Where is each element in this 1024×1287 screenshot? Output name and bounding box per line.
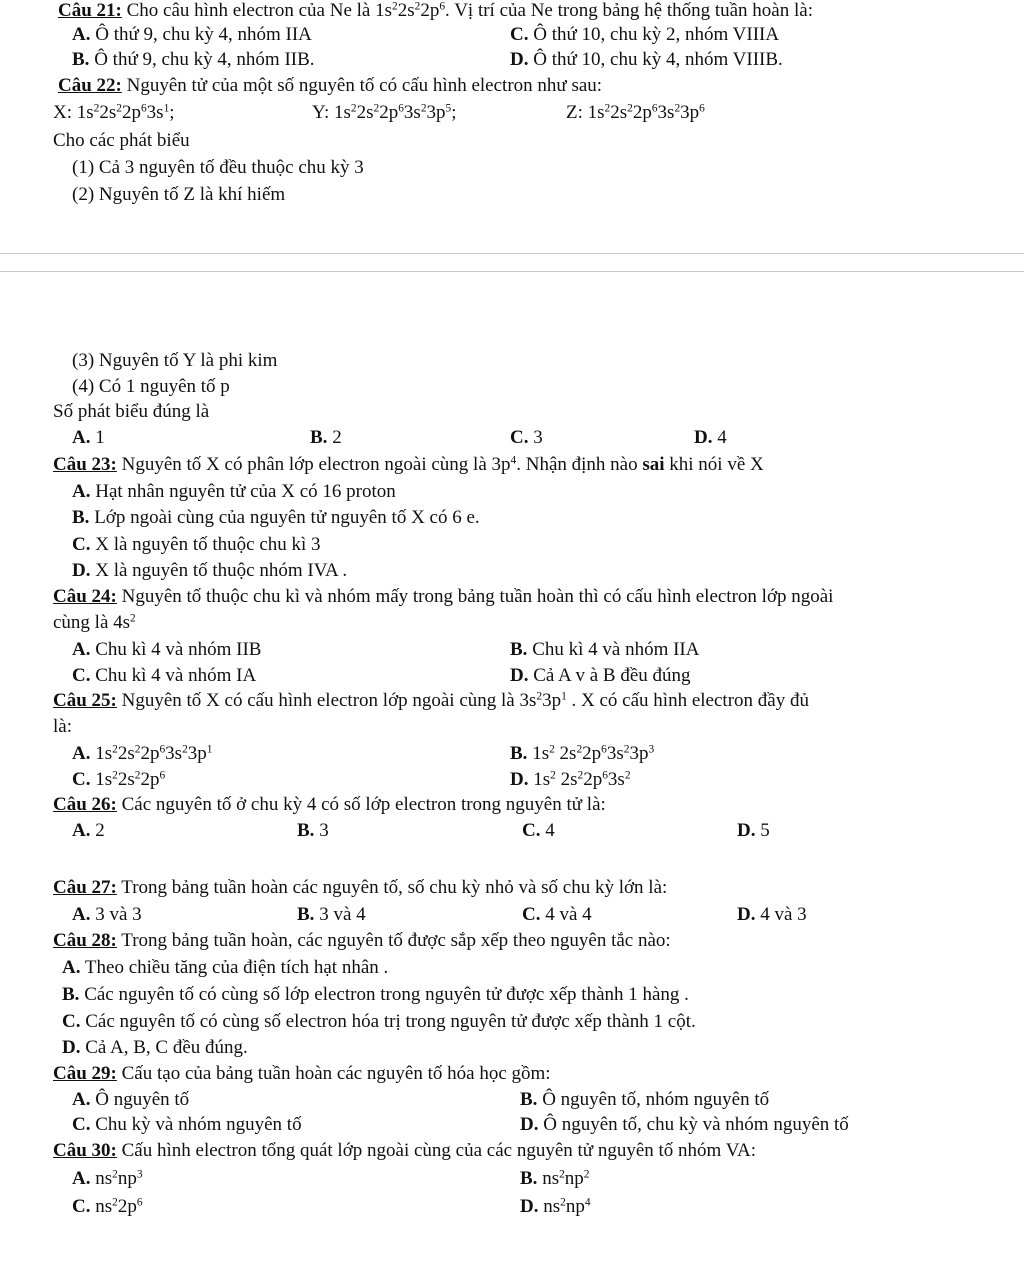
q28-option-d: D. Cả A, B, C đều đúng. xyxy=(62,1037,248,1058)
q21-option-b: B. Ô thứ 9, chu kỳ 4, nhóm IIB. xyxy=(72,49,315,70)
q22-option-c: C. 3 xyxy=(510,427,543,448)
q25-label: Câu 25: xyxy=(53,690,117,711)
q21-label: Câu 21: xyxy=(58,0,122,21)
q24-option-a: A. Chu kì 4 và nhóm IIB xyxy=(72,639,262,660)
q26-option-d: D. 5 xyxy=(737,820,770,841)
page-break-top-line xyxy=(0,253,1024,254)
q27-label: Câu 27: xyxy=(53,877,117,898)
q26-option-c: C. 4 xyxy=(522,820,555,841)
q22-config-x: X: $1s^22s^22p^63s^1$; xyxy=(53,102,175,123)
q23-option-b: B. Lớp ngoài cùng của nguyên tử nguyên tố X có 6 e. xyxy=(72,507,480,528)
q30-option-d: D. $ns^2np^4$ xyxy=(520,1196,591,1217)
q25-option-b: B. $1s^2$ $2s^22p^63s^23p^3$ xyxy=(510,743,655,764)
q22-option-b: B. 2 xyxy=(310,427,342,448)
q28-option-a: A. Theo chiều tăng của điện tích hạt nhân . xyxy=(62,957,389,978)
q30-stem: Câu 30: Cấu hình electron tổng quát lớp ngoài cùng của các nguyên tử nguyên tố nhóm VA: xyxy=(53,1140,757,1161)
q24-option-c: C. Chu kì 4 và nhóm IA xyxy=(72,665,257,686)
q29-option-a: A. Ô nguyên tố xyxy=(72,1089,190,1110)
q30-option-a: A. $ns^2np^3$ xyxy=(72,1168,143,1189)
q22-config-y: Y: $1s^22s^22p^63s^23p^5$; xyxy=(312,102,457,123)
q27-option-a: A. 3 và 3 xyxy=(72,904,142,925)
q26-option-a: A. 2 xyxy=(72,820,105,841)
q27-option-b: B. 3 và 4 xyxy=(297,904,366,925)
q29-option-b: B. Ô nguyên tố, nhóm nguyên tố xyxy=(520,1089,770,1110)
q25-stem: Câu 25: Nguyên tố X có cấu hình electron lớp ngoài cùng là $3s^23p^1$ . X có cấu hình electron đầy đủ xyxy=(53,690,809,711)
q21-option-d: D. Ô thứ 10, chu kỳ 4, nhóm VIIIB. xyxy=(510,49,783,70)
q22-ask: Số phát biểu đúng là xyxy=(53,401,210,422)
q21-option-c: C. Ô thứ 10, chu kỳ 2, nhóm VIIIA xyxy=(510,24,780,45)
q22-statement-4: (4) Có 1 nguyên tố p xyxy=(72,376,230,397)
q23-option-d: D. X là nguyên tố thuộc nhóm IVA . xyxy=(72,560,348,581)
q23-option-a: A. Hạt nhân nguyên tử của X có 16 proton xyxy=(72,481,396,502)
q22-intro: Cho các phát biểu xyxy=(53,130,190,151)
q25-stem-cont: là: xyxy=(53,716,72,737)
q28-option-b: B. Các nguyên tố có cùng số lớp electron trong nguyên tử được xếp thành 1 hàng . xyxy=(62,984,689,1005)
q25-option-a: A. $1s^22s^22p^63s^23p^1$ xyxy=(72,743,213,764)
q21-stem: Câu 21: Cho câu hình electron của Ne là $1s^22s^22p^6$. Vị trí của Ne trong bảng hệ thống tuần hoàn là: xyxy=(58,0,813,21)
q28-option-c: C. Các nguyên tố có cùng số electron hóa trị trong nguyên tử được xếp thành 1 cột. xyxy=(62,1011,696,1032)
q22-option-a: A. 1 xyxy=(72,427,105,448)
q22-statement-3: (3) Nguyên tố Y là phi kim xyxy=(72,350,278,371)
q27-stem: Câu 27: Trong bảng tuần hoàn các nguyên tố, số chu kỳ nhỏ và số chu kỳ lớn là: xyxy=(53,877,668,898)
q29-option-d: D. Ô nguyên tố, chu kỳ và nhóm nguyên tố xyxy=(520,1114,849,1135)
q24-option-b: B. Chu kì 4 và nhóm IIA xyxy=(510,639,700,660)
q27-option-c: C. 4 và 4 xyxy=(522,904,592,925)
q23-stem: Câu 23: Nguyên tố X có phân lớp electron ngoài cùng là $3p^4$. Nhận định nào sai khi nói về X xyxy=(53,454,764,475)
q30-option-c: C. $ns^22p^6$ xyxy=(72,1196,143,1217)
page-break-bottom-line xyxy=(0,271,1024,272)
q28-label: Câu 28: xyxy=(53,930,117,951)
q23-option-c: C. X là nguyên tố thuộc chu kì 3 xyxy=(72,534,321,555)
q29-label: Câu 29: xyxy=(53,1063,117,1084)
q22-statement-1: (1) Cả 3 nguyên tố đều thuộc chu kỳ 3 xyxy=(72,157,364,178)
q21-option-a: A. Ô thứ 9, chu kỳ 4, nhóm IIA xyxy=(72,24,312,45)
q22-label: Câu 22: xyxy=(58,75,122,96)
q26-stem: Câu 26: Các nguyên tố ở chu kỳ 4 có số lớp electron trong nguyên tử là: xyxy=(53,794,606,815)
q29-option-c: C. Chu kỳ và nhóm nguyên tố xyxy=(72,1114,302,1135)
q25-option-c: C. $1s^22s^22p^6$ xyxy=(72,769,166,790)
q30-label: Câu 30: xyxy=(53,1140,117,1161)
q24-stem-cont: cùng là $4s^2$ xyxy=(53,612,136,633)
q29-stem: Câu 29: Cấu tạo của bảng tuần hoàn các nguyên tố hóa học gồm: xyxy=(53,1063,551,1084)
q28-stem: Câu 28: Trong bảng tuần hoàn, các nguyên tố được sắp xếp theo nguyên tắc nào: xyxy=(53,930,671,951)
q27-option-d: D. 4 và 3 xyxy=(737,904,807,925)
q24-option-d: D. Cả A v à B đều đúng xyxy=(510,665,691,686)
q26-option-b: B. 3 xyxy=(297,820,329,841)
q22-statement-2: (2) Nguyên tố Z là khí hiếm xyxy=(72,184,286,205)
q22-option-d: D. 4 xyxy=(694,427,727,448)
q22-config-z: Z: $1s^22s^22p^63s^23p^6$ xyxy=(566,102,705,123)
q22-stem: Câu 22: Nguyên tử của một số nguyên tố có cấu hình electron như sau: xyxy=(58,75,603,96)
q24-label: Câu 24: xyxy=(53,586,117,607)
q25-option-d: D. $1s^2$ $2s^22p^63s^2$ xyxy=(510,769,631,790)
q26-label: Câu 26: xyxy=(53,794,117,815)
q23-label: Câu 23: xyxy=(53,454,117,475)
q24-stem: Câu 24: Nguyên tố thuộc chu kì và nhóm mấy trong bảng tuần hoàn thì có cấu hình electron lớp ngoài xyxy=(53,586,834,607)
q30-option-b: B. $ns^2np^2$ xyxy=(520,1168,590,1189)
